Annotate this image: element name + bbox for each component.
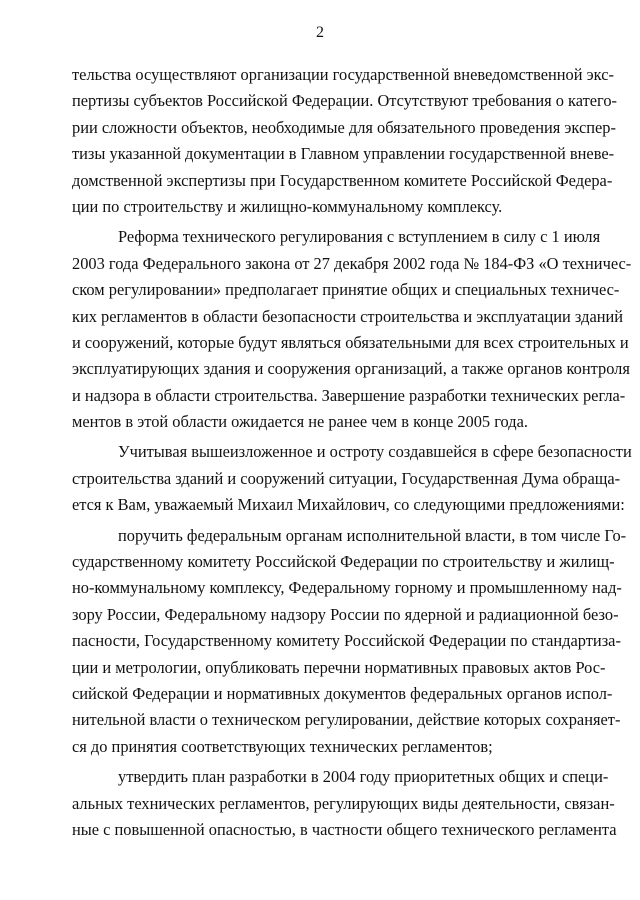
paragraph	[72, 439, 632, 518]
text-line: ментов в этой области ожидается не ранее чем в конце 2005 года.	[72, 412, 528, 432]
text-line: эксплуатирующих здания и сооружения организаций, а также органов контроля	[72, 359, 630, 379]
body-text	[72, 62, 632, 843]
text-line: тизы указанной документации в Главном управлении государственной вневе-	[72, 144, 615, 164]
text-line: альных технических регламентов, регулирующих виды деятельности, связан-	[72, 793, 615, 813]
page-number: 2	[316, 24, 324, 41]
text-line: 2003 года Федерального закона от 27 декабря 2002 года № 184-ФЗ «О техничес-	[72, 253, 632, 273]
text-line: тельства осуществляют организации государственной вневедомственной экс-	[72, 65, 614, 84]
paragraph	[72, 224, 632, 435]
text-line: Реформа технического регулирования с вступлением в силу с 1 июля	[118, 227, 601, 247]
text-line: рии сложности объектов, необходимые для обязательного проведения экспер-	[72, 117, 616, 137]
text-line: и надзора в области строительства. Завершение разработки технических регла-	[72, 385, 626, 405]
text-line: ции по строительству и жилищно-коммунальному комплексу.	[72, 196, 503, 216]
text-line: утвердить план разработки в 2004 году приоритетных общих и специ-	[118, 767, 609, 787]
text-line: строительства зданий и сооружений ситуации, Государственная Дума обраща-	[72, 468, 621, 488]
text-line: зору России, Федеральному надзору России по ядерной и радиационной безо-	[72, 604, 619, 624]
text-line: ется к Вам, уважаемый Михаил Михайлович, со следующими предложениями:	[72, 495, 625, 515]
text-line: поручить федеральным органам исполнительной власти, в том числе Го-	[118, 525, 627, 545]
text-line: но-коммунальному комплексу, Федеральному горному и промышленному над-	[72, 578, 622, 598]
text-line: ции и метрологии, опубликовать перечни нормативных правовых актов Рос-	[72, 657, 606, 677]
text-line: ся до принятия соответствующих технических регламентов;	[72, 736, 493, 756]
text-line: Учитывая вышеизложенное и остроту создавшейся в сфере безопасности	[118, 442, 632, 462]
text-line: ные с повышенной опасностью, в частности общего технического регламента	[72, 819, 617, 839]
text-line: ких регламентов в области безопасности строительства и эксплуатации зданий	[72, 306, 624, 326]
paragraph	[72, 523, 627, 761]
text-line: сударственному комитету Российской Федерации по строительству и жилищ-	[72, 552, 615, 572]
paragraph	[72, 62, 617, 220]
text-line: и сооружений, которые будут являться обязательными для всех строительных и	[72, 332, 629, 352]
text-line: пасности, Государственному комитету Российской Федерации по стандартиза-	[72, 631, 621, 651]
text-line: пертизы субъектов Российской Федерации. Отсутствуют требования о катего-	[72, 91, 617, 111]
text-line: ском регулировании» предполагает принятие общих и специальных техничес-	[72, 280, 620, 300]
text-line: сийской Федерации и нормативных документов федеральных органов испол-	[72, 683, 613, 703]
text-line: нительной власти о техническом регулировании, действие которых сохраняет-	[72, 710, 621, 730]
paragraph	[72, 764, 617, 843]
text-line: домственной экспертизы при Государственном комитете Российской Федера-	[72, 170, 613, 190]
